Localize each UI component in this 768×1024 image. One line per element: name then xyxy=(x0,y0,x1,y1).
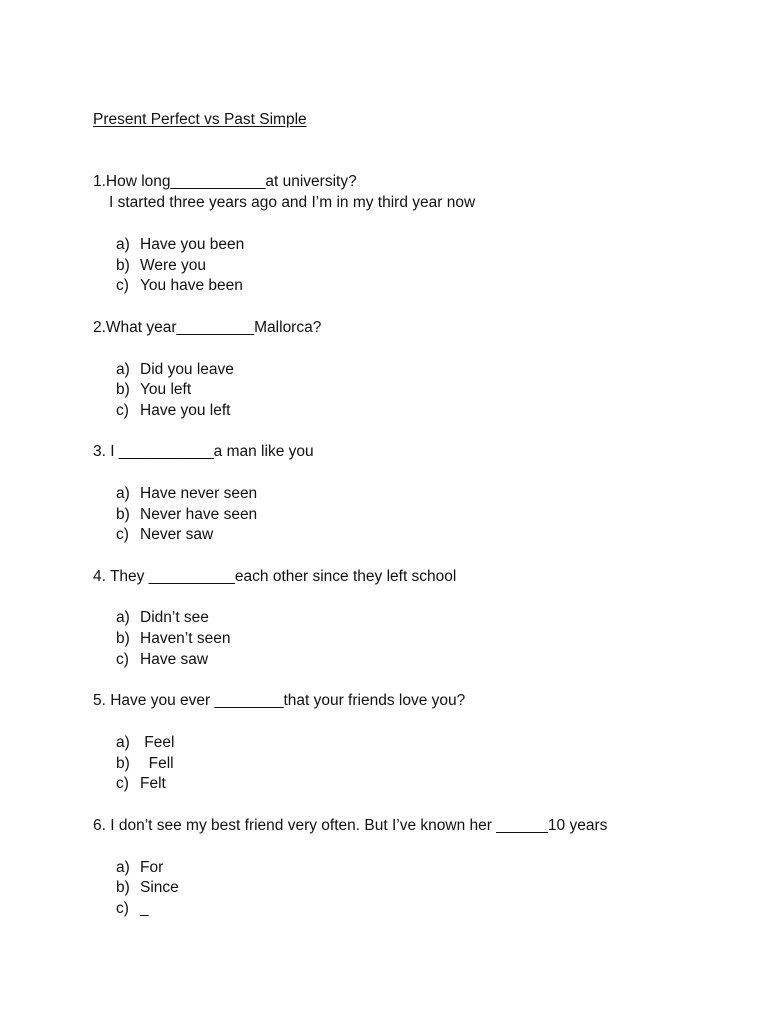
option-letter: a) xyxy=(116,236,130,253)
option-letter: b) xyxy=(116,879,130,896)
option-letter: b) xyxy=(116,630,130,647)
question-6-option-c xyxy=(116,899,149,919)
option-text: Didn’t see xyxy=(140,609,209,626)
option-letter: b) xyxy=(116,755,130,772)
option-text: Never saw xyxy=(140,526,214,543)
option-text: You have been xyxy=(140,277,243,294)
question-4-prompt: 4. They __________each other since they left school xyxy=(93,568,457,585)
option-text: Haven’t seen xyxy=(140,630,231,647)
question-5-option-b xyxy=(116,754,174,774)
option-letter: c) xyxy=(116,651,129,668)
question-6-prompt: 6. I don’t see my best friend very often. But I’ve known her ______10 years xyxy=(93,817,608,834)
option-letter: b) xyxy=(116,506,130,523)
question-2-option-c xyxy=(116,401,230,421)
option-text: Have you been xyxy=(140,236,245,253)
option-text: You left xyxy=(140,381,192,398)
option-text: Have saw xyxy=(140,651,209,668)
question-2-option-b xyxy=(116,380,191,400)
option-text: For xyxy=(140,859,164,876)
option-letter: b) xyxy=(116,257,130,274)
question-1-context: I started three years ago and I’m in my third year now xyxy=(109,194,476,211)
option-letter: b) xyxy=(116,381,130,398)
question-6-option-a xyxy=(116,858,163,878)
option-letter: c) xyxy=(116,277,129,294)
option-text: _ xyxy=(140,900,149,917)
option-text: Felt xyxy=(140,775,166,792)
option-text: Since xyxy=(140,879,179,896)
option-letter: a) xyxy=(116,609,130,626)
option-text: Were you xyxy=(140,257,207,274)
question-5-prompt: 5. Have you ever ________that your friends love you? xyxy=(93,692,466,709)
option-letter: a) xyxy=(116,485,130,502)
question-4-option-a xyxy=(116,608,209,628)
question-1-option-a xyxy=(116,235,244,255)
question-5-option-c xyxy=(116,774,166,794)
option-letter: a) xyxy=(116,859,130,876)
option-letter: a) xyxy=(116,361,130,378)
question-3-prompt: 3. I ___________a man like you xyxy=(93,443,314,460)
question-2-prompt: 2.What year_________Mallorca? xyxy=(93,319,322,336)
option-text: Have never seen xyxy=(140,485,258,502)
question-1-option-c xyxy=(116,276,243,296)
option-letter: c) xyxy=(116,900,129,917)
question-5-option-a xyxy=(116,733,174,753)
option-text: Feel xyxy=(140,734,175,751)
question-6-option-b xyxy=(116,878,179,898)
question-3-option-c xyxy=(116,525,213,545)
option-letter: c) xyxy=(116,526,129,543)
question-2-option-a xyxy=(116,360,234,380)
option-text: Have you left xyxy=(140,402,231,419)
option-text: Never have seen xyxy=(140,506,258,523)
question-3-option-a xyxy=(116,484,257,504)
option-text: Fell xyxy=(140,755,174,772)
option-letter: c) xyxy=(116,402,129,419)
option-text: Did you leave xyxy=(140,361,234,378)
question-3-option-b xyxy=(116,505,257,525)
question-1-option-b xyxy=(116,256,206,276)
option-letter: c) xyxy=(116,775,129,792)
option-letter: a) xyxy=(116,734,130,751)
question-4-option-c xyxy=(116,650,208,670)
question-1-prompt: 1.How long___________at university? xyxy=(93,173,357,190)
worksheet-title: Present Perfect vs Past Simple xyxy=(93,111,307,128)
question-4-option-b xyxy=(116,629,230,649)
